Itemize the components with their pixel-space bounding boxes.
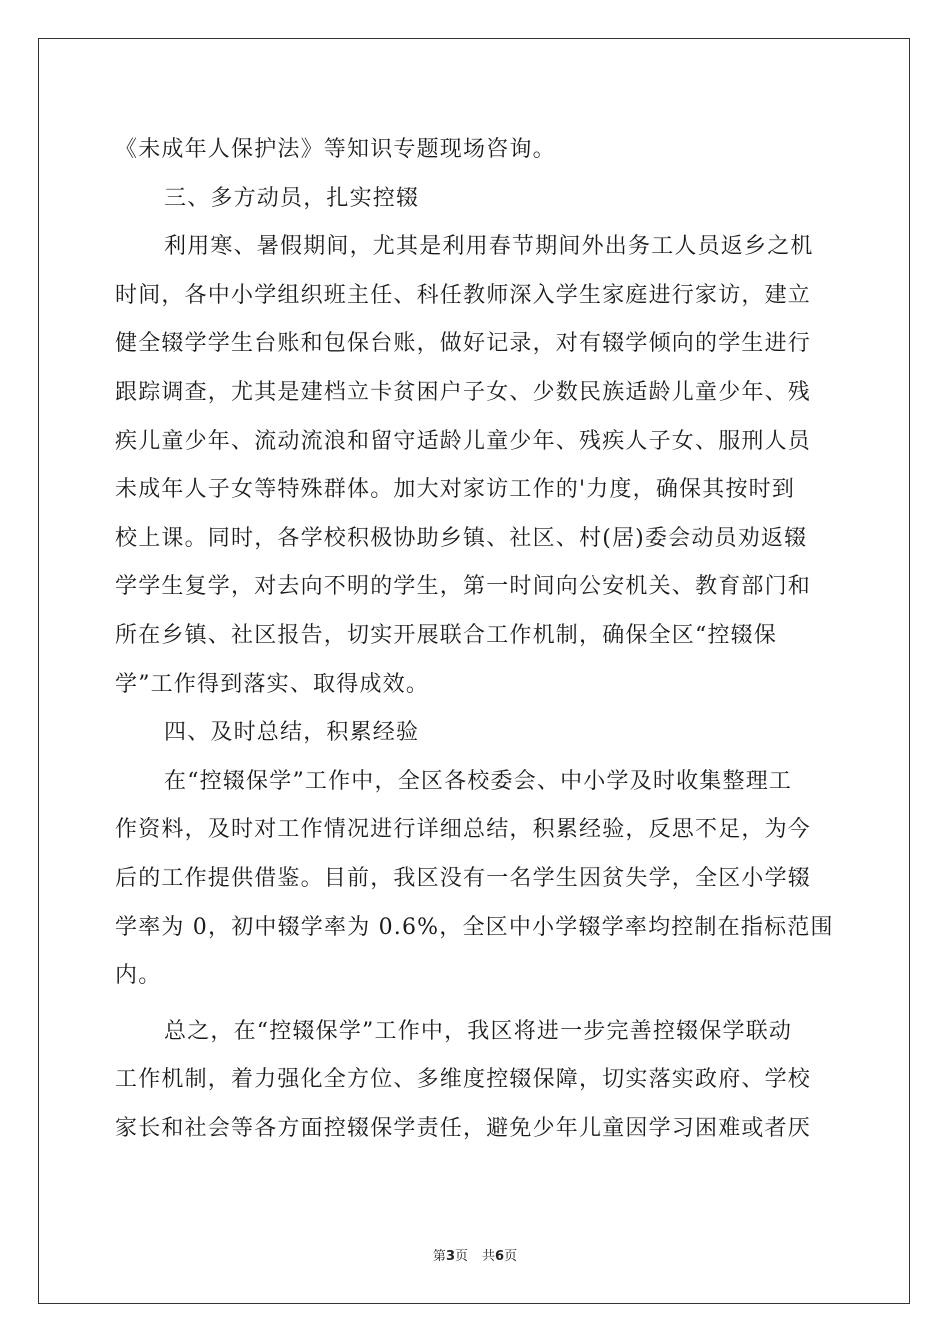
text-line: 后的工作提供借鉴。目前，我区没有一名学生因贫失学，全区小学辍 [115, 865, 812, 891]
document-body [115, 126, 835, 1153]
total-pages-number: 6 [495, 1249, 505, 1264]
page-number-prefix: 第 [432, 1249, 446, 1264]
current-page-number: 3 [445, 1249, 455, 1264]
section-heading: 三、多方动员，扎实控辍 [164, 185, 420, 211]
total-pages-suffix: 页 [504, 1249, 518, 1264]
text-line: 作资料，及时对工作情况进行详细总结，积累经验，反思不足，为今 [115, 817, 812, 843]
text-line: 学学生复学，对去向不明的学生，第一时间向公安机关、教育部门和 [115, 574, 812, 600]
text-line: 校上课。同时，各学校积极协助乡镇、社区、村(居)委会动员劝返辍 [115, 525, 808, 551]
section-heading: 四、及时总结，积累经验 [164, 720, 420, 746]
text-line: 工作机制，着力强化全方位、多维度控辍保障，切实落实政府、学校 [115, 1067, 812, 1093]
text-line: 跟踪调查，尤其是建档立卡贫困户子女、少数民族适龄儿童少年、残 [115, 379, 812, 405]
text-line: 家长和社会等各方面控辍保学责任，避免少年儿童因学习困难或者厌 [115, 1115, 812, 1141]
paragraph-first-line: 总之，在“控辍保学”工作中，我区将进一步完善控辍保学联动 [164, 1018, 793, 1044]
page-footer [0, 1245, 950, 1264]
text-line: 所在乡镇、社区报告，切实开展联合工作机制，确保全区“控辍保 [115, 622, 778, 648]
text-line: 时间，各中小学组织班主任、科任教师深入学生家庭进行家访，建立 [115, 282, 812, 308]
text-line: 《未成年人保护法》等知识专题现场咨询。 [115, 137, 556, 162]
paragraph-first-line: 在“控辍保学”工作中，全区各校委会、中小学及时收集整理工 [164, 768, 793, 794]
page-number-suffix: 页 [454, 1249, 468, 1264]
paragraph-first-line: 利用寒、暑假期间，尤其是利用春节期间外出务工人员返乡之机 [164, 234, 814, 260]
text-line: 健全辍学学生台账和包保台账，做好记录，对有辍学倾向的学生进行 [115, 331, 812, 357]
text-line: 未成年人子女等特殊群体。加大对家访工作的'力度，确保其按时到 [115, 477, 796, 503]
text-line: 内。 [115, 963, 162, 989]
text-line: 疾儿童少年、流动流浪和留守适龄儿童少年、残疾人子女、服刑人员 [115, 428, 812, 454]
text-line: 学”工作得到落实、取得成效。 [115, 671, 430, 697]
total-pages-prefix: 共 [482, 1249, 496, 1264]
text-line: 学率为 0，初中辍学率为 0.6%，全区中小学辍学率均控制在指标范围 [115, 914, 834, 940]
